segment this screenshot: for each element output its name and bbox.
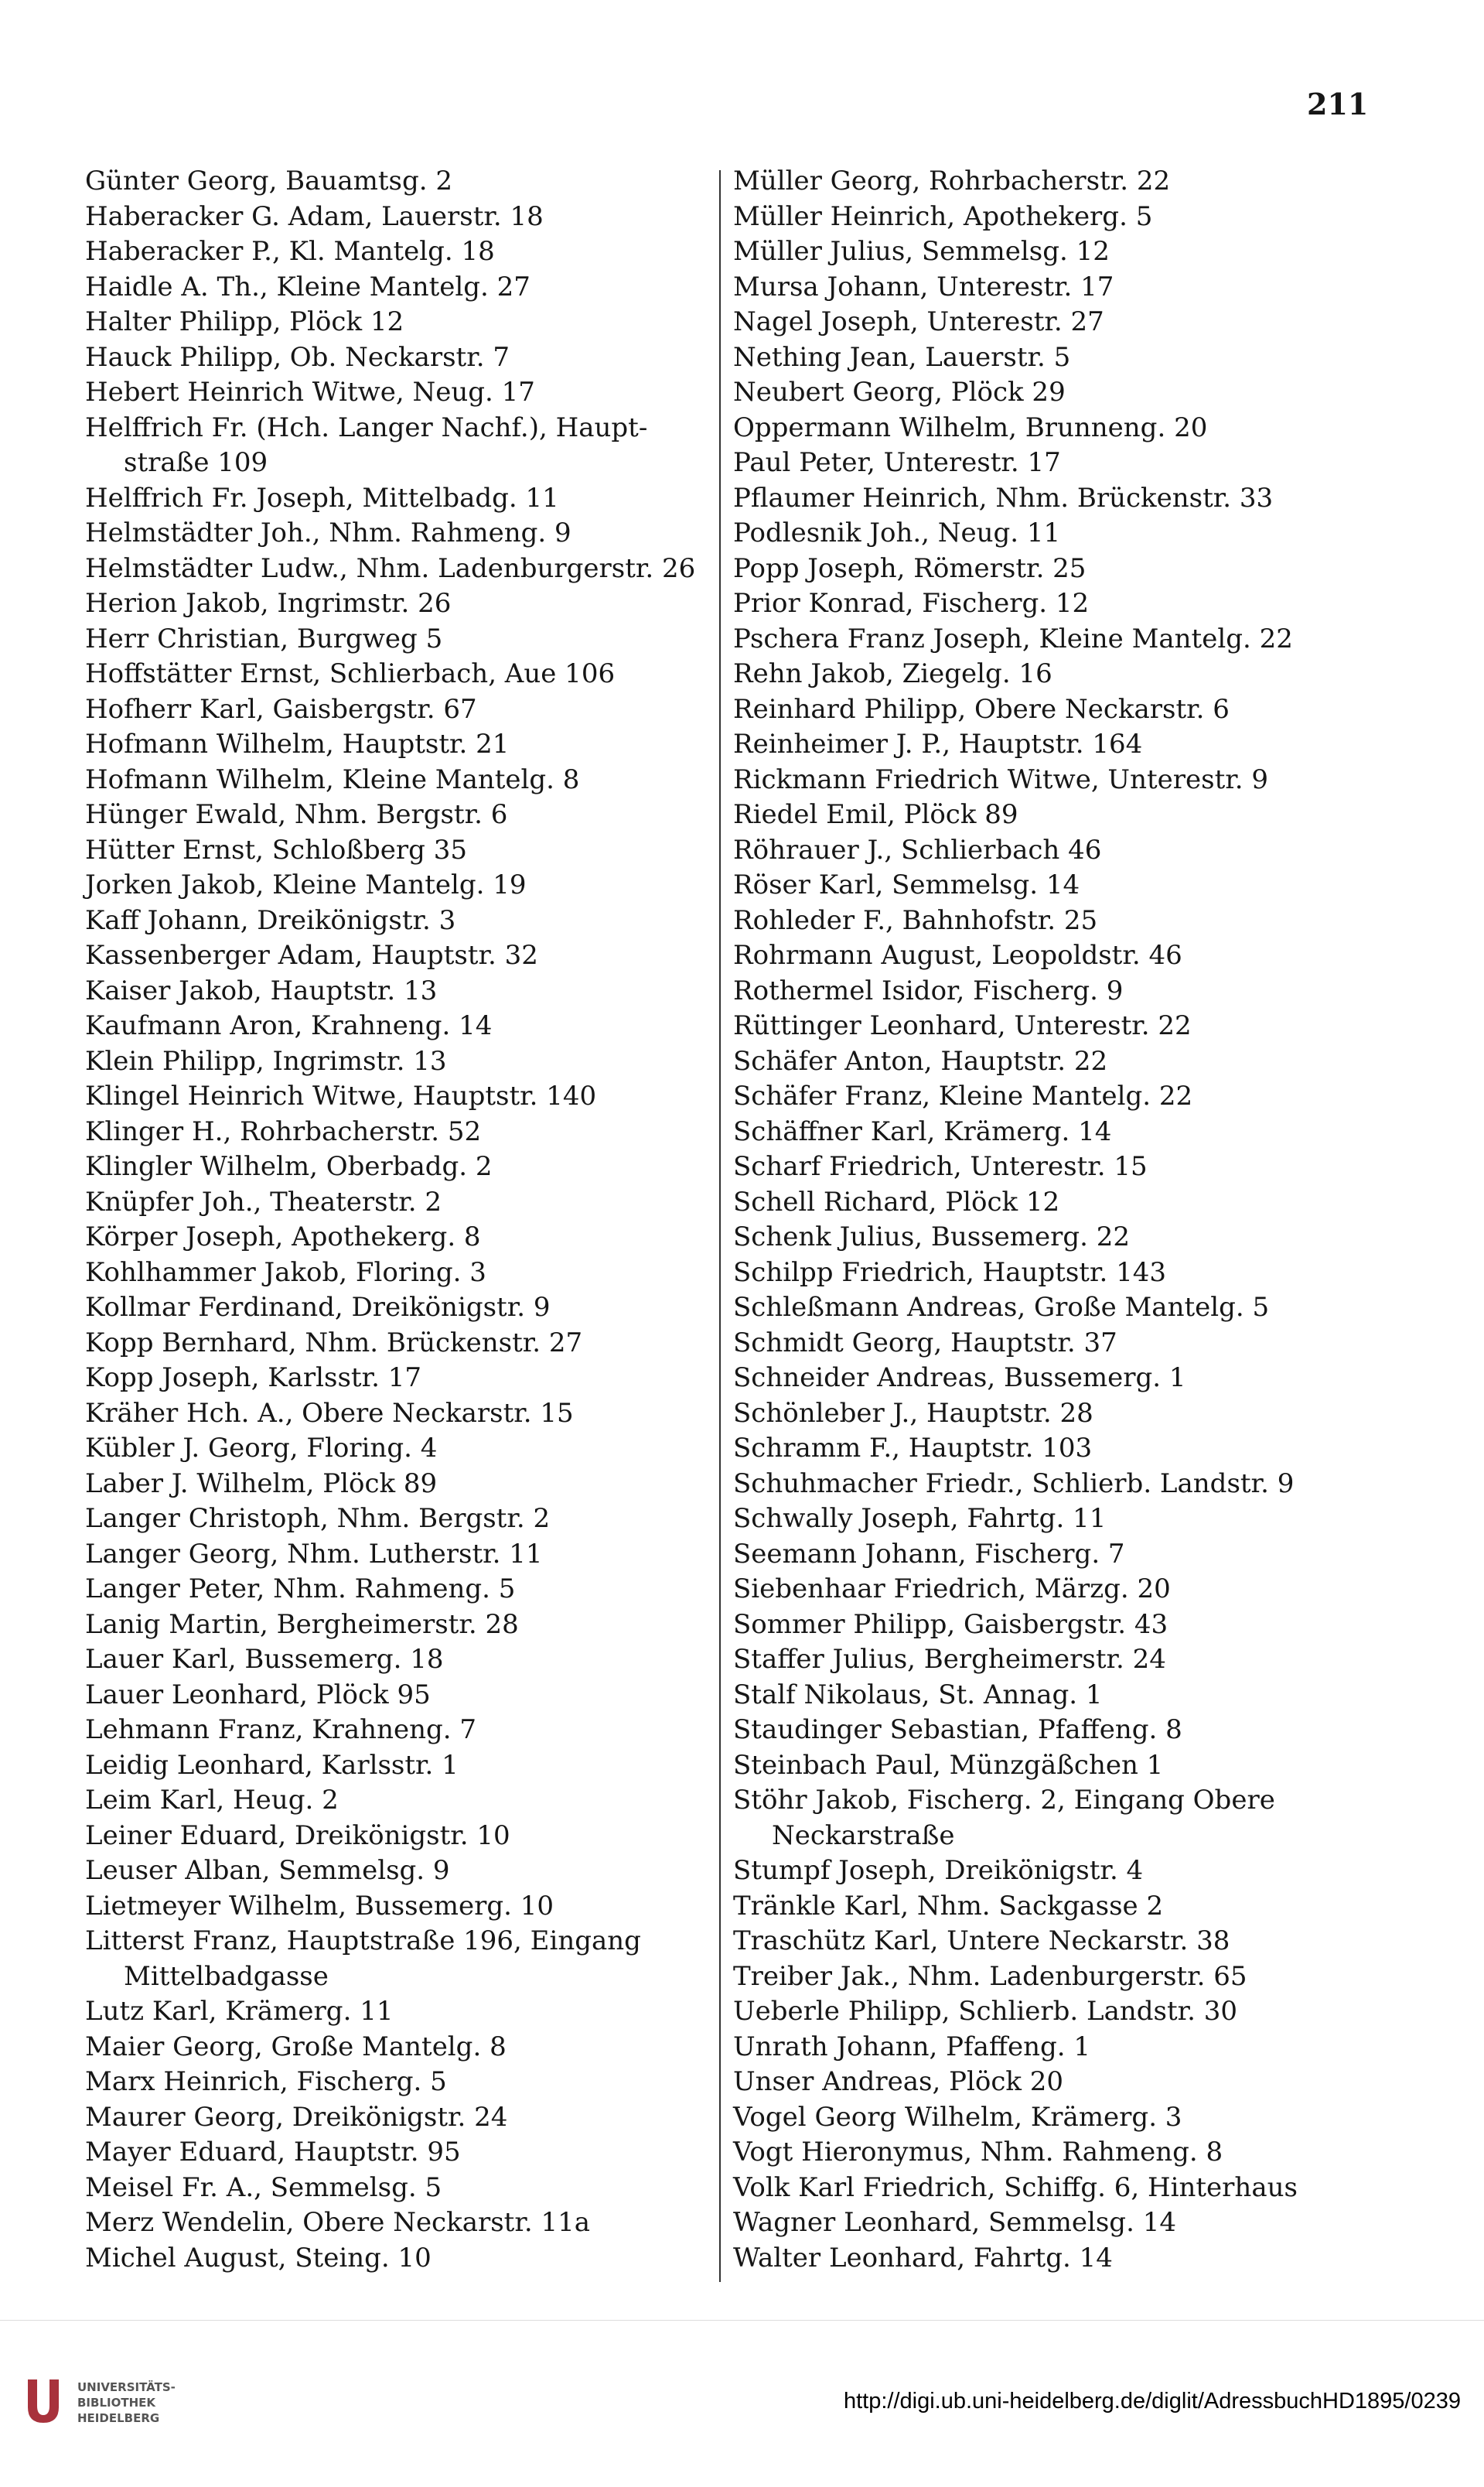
directory-entry (733, 586, 1390, 622)
entry-text: Paul Peter, Unterestr. 17 (733, 447, 1061, 478)
entry-text: Stöhr Jakob, Fischerg. 2, Eingang Obere (733, 1785, 1275, 1816)
entry-text: Klingler Wilhelm, Oberbadg. 2 (85, 1151, 493, 1182)
directory-entry (733, 1678, 1390, 1713)
entry-text: Kassenberger Adam, Hauptstr. 32 (85, 940, 538, 971)
directory-entry (733, 1783, 1390, 1853)
entry-text: Schäfer Anton, Hauptstr. 22 (733, 1045, 1108, 1077)
directory-entry (85, 2030, 742, 2065)
entry-text: Merz Wendelin, Obere Neckarstr. 11a (85, 2207, 591, 2238)
directory-entry (733, 1396, 1390, 1432)
entry-text: Leidig Leonhard, Karlsstr. 1 (85, 1749, 459, 1781)
entry-text: Knüpfer Joh., Theaterstr. 2 (85, 1186, 442, 1218)
source-url-link[interactable]: http://digi.ub.uni-heidelberg.de/diglit/AdressbuchHD1895/0239 (843, 2389, 1461, 2414)
directory-entry (733, 2100, 1390, 2136)
directory-entry (85, 2100, 742, 2136)
directory-entry (85, 1889, 742, 1925)
directory-entry (85, 164, 742, 200)
directory-entry (733, 234, 1390, 270)
directory-entry (733, 411, 1390, 446)
directory-entry (733, 481, 1390, 517)
entry-text: Langer Peter, Nhm. Rahmeng. 5 (85, 1573, 516, 1604)
directory-entry (85, 1044, 742, 1080)
directory-entry (85, 1607, 742, 1643)
directory-entry (733, 164, 1390, 200)
entry-text: Schwally Joseph, Fahrtg. 11 (733, 1503, 1107, 1534)
logo-line: HEIDELBERG (77, 2411, 160, 2425)
directory-entry (733, 446, 1390, 481)
entry-text: Mayer Eduard, Hauptstr. 95 (85, 2137, 461, 2168)
directory-entry (733, 1431, 1390, 1467)
entry-text: Staffer Julius, Bergheimerstr. 24 (733, 1644, 1166, 1675)
entry-text: Hebert Heinrich Witwe, Neug. 17 (85, 377, 535, 408)
directory-entry (85, 516, 742, 552)
directory-entry (85, 1783, 742, 1819)
entry-text: Hünger Ewald, Nhm. Bergstr. 6 (85, 799, 508, 830)
directory-entry (85, 938, 742, 974)
entry-text: Hauck Philipp, Ob. Neckarstr. 7 (85, 341, 510, 373)
entry-text: Vogel Georg Wilhelm, Krämerg. 3 (733, 2101, 1182, 2133)
entry-text: Traschütz Karl, Untere Neckarstr. 38 (733, 1925, 1230, 1956)
directory-entry (85, 1572, 742, 1607)
entry-continuation: straße 109 (124, 447, 268, 478)
entry-text: Lauer Karl, Bussemerg. 18 (85, 1644, 444, 1675)
entry-text: Klinger H., Rohrbacherstr. 52 (85, 1115, 482, 1147)
directory-entry (733, 692, 1390, 728)
entry-text: Hofmann Wilhelm, Kleine Mantelg. 8 (85, 764, 580, 795)
directory-entry (733, 1748, 1390, 1784)
directory-entry (733, 1537, 1390, 1573)
directory-entry (85, 234, 742, 270)
entry-text: Pschera Franz Joseph, Kleine Mantelg. 22 (733, 623, 1293, 654)
entry-text: Herion Jakob, Ingrimstr. 26 (85, 588, 452, 619)
entry-text: Schenk Julius, Bussemerg. 22 (733, 1221, 1131, 1252)
entry-text: Kopp Bernhard, Nhm. Brückenstr. 27 (85, 1327, 583, 1358)
directory-entry (85, 200, 742, 235)
entry-text: Maurer Georg, Dreikönigstr. 24 (85, 2101, 508, 2133)
entry-text: Klingel Heinrich Witwe, Hauptstr. 140 (85, 1081, 597, 1112)
directory-entry (733, 1290, 1390, 1326)
entry-text: Müller Heinrich, Apothekerg. 5 (733, 200, 1153, 232)
entry-text: Helmstädter Joh., Nhm. Rahmeng. 9 (85, 518, 571, 548)
directory-entry (733, 1924, 1390, 1959)
entry-text: Maier Georg, Große Mantelg. 8 (85, 2031, 507, 2062)
entry-text: Vogt Hieronymus, Nhm. Rahmeng. 8 (733, 2137, 1223, 2168)
directory-entry (85, 1994, 742, 2030)
directory-entry (85, 340, 742, 376)
entry-text: Leuser Alban, Semmelsg. 9 (85, 1855, 450, 1886)
directory-entry (733, 1009, 1390, 1044)
entry-text: Wagner Leonhard, Semmelsg. 14 (733, 2207, 1176, 2238)
directory-entry (85, 1009, 742, 1044)
entry-text: Helffrich Fr. Joseph, Mittelbadg. 11 (85, 482, 559, 514)
entry-text: Schneider Andreas, Bussemerg. 1 (733, 1362, 1186, 1393)
entry-text: Reinhard Philipp, Obere Neckarstr. 6 (733, 693, 1230, 725)
directory-entry (85, 622, 742, 658)
entry-text: Hofmann Wilhelm, Hauptstr. 21 (85, 729, 510, 760)
entry-text: Müller Georg, Rohrbacherstr. 22 (733, 166, 1171, 196)
directory-entry (85, 727, 742, 763)
entry-text: Schramm F., Hauptstr. 103 (733, 1433, 1093, 1464)
left-column (85, 164, 742, 2276)
directory-entry (733, 340, 1390, 376)
directory-entry (85, 1361, 742, 1396)
directory-entry (733, 552, 1390, 587)
directory-entry (733, 1713, 1390, 1748)
entry-text: Pflaumer Heinrich, Nhm. Brückenstr. 33 (733, 482, 1274, 514)
entry-continuation: Mittelbadgasse (124, 1960, 329, 1992)
entry-text: Kohlhammer Jakob, Floring. 3 (85, 1256, 486, 1288)
directory-entry (85, 552, 742, 587)
directory-entry (85, 798, 742, 833)
directory-entry (85, 1537, 742, 1573)
directory-entry (85, 1819, 742, 1854)
entry-text: Oppermann Wilhelm, Brunneng. 20 (733, 412, 1208, 443)
directory-entry (85, 2135, 742, 2171)
directory-entry (85, 586, 742, 622)
entry-text: Hoffstätter Ernst, Schlierbach, Aue 106 (85, 658, 616, 689)
entry-text: Siebenhaar Friedrich, Märzg. 20 (733, 1573, 1171, 1604)
entry-text: Schleßmann Andreas, Große Mantelg. 5 (733, 1292, 1270, 1323)
entry-continuation: Neckarstraße (772, 1819, 955, 1851)
entry-text: Steinbach Paul, Münzgäßchen 1 (733, 1749, 1164, 1781)
entry-text: Müller Julius, Semmelsg. 12 (733, 236, 1110, 267)
directory-entry (85, 411, 742, 481)
entry-text: Mursa Johann, Unterestr. 17 (733, 271, 1114, 302)
entry-text: Schmidt Georg, Hauptstr. 37 (733, 1327, 1117, 1358)
directory-entry (733, 305, 1390, 340)
entry-text: Schäffner Karl, Krämerg. 14 (733, 1115, 1112, 1147)
entry-text: Popp Joseph, Römerstr. 25 (733, 552, 1087, 584)
directory-entry (733, 375, 1390, 411)
directory-entry (733, 763, 1390, 798)
entry-text: Röser Karl, Semmelsg. 14 (733, 869, 1080, 900)
entry-text: Marx Heinrich, Fischerg. 5 (85, 2066, 447, 2097)
directory-entry (733, 904, 1390, 939)
directory-entry (85, 1396, 742, 1432)
directory-entry (85, 1150, 742, 1185)
directory-entry (85, 1678, 742, 1713)
directory-entry (733, 1185, 1390, 1221)
directory-entry (85, 868, 742, 904)
directory-entry (85, 305, 742, 340)
directory-entry (85, 1326, 742, 1361)
directory-entry (733, 1467, 1390, 1502)
entry-text: Schell Richard, Plöck 12 (733, 1186, 1060, 1218)
directory-entry (733, 2065, 1390, 2100)
directory-entry (733, 1642, 1390, 1678)
logo-line: BIBLIOTHEK (77, 2396, 155, 2410)
entry-text: Stumpf Joseph, Dreikönigstr. 4 (733, 1855, 1144, 1886)
directory-entry (733, 1255, 1390, 1291)
entry-text: Helffrich Fr. (Hch. Langer Nachf.), Haupt- (85, 412, 648, 443)
directory-entry (85, 270, 742, 306)
entry-text: Nagel Joseph, Unterestr. 27 (733, 306, 1104, 337)
directory-entry (733, 1115, 1390, 1150)
entry-text: Jorken Jakob, Kleine Mantelg. 19 (85, 869, 527, 900)
directory-entry (85, 763, 742, 798)
directory-entry (733, 516, 1390, 552)
entry-text: Haberacker P., Kl. Mantelg. 18 (85, 236, 495, 267)
entry-text: Lutz Karl, Krämerg. 11 (85, 1996, 394, 2027)
directory-entry (85, 1713, 742, 1748)
directory-entry (733, 1889, 1390, 1925)
directory-entry (733, 1326, 1390, 1361)
entry-text: Schönleber J., Hauptstr. 28 (733, 1397, 1093, 1429)
entry-text: Walter Leonhard, Fahrtg. 14 (733, 2242, 1113, 2273)
directory-entry (85, 2171, 742, 2206)
directory-entry (85, 1853, 742, 1889)
entry-text: Lauer Leonhard, Plöck 95 (85, 1679, 431, 1710)
entry-text: Lietmeyer Wilhelm, Bussemerg. 10 (85, 1890, 554, 1922)
entry-text: Kübler J. Georg, Floring. 4 (85, 1433, 438, 1464)
entry-text: Podlesnik Joh., Neug. 11 (733, 518, 1061, 548)
directory-entry (733, 1994, 1390, 2030)
entry-text: Treiber Jak., Nhm. Ladenburgerstr. 65 (733, 1960, 1247, 1992)
directory-entry (85, 1748, 742, 1784)
entry-text: Kollmar Ferdinand, Dreikönigstr. 9 (85, 1292, 551, 1323)
directory-entry (733, 200, 1390, 235)
entry-text: Klein Philipp, Ingrimstr. 13 (85, 1045, 447, 1077)
entry-text: Lanig Martin, Bergheimerstr. 28 (85, 1608, 519, 1640)
entry-text: Rohleder F., Bahnhofstr. 25 (733, 904, 1098, 936)
entry-text: Rüttinger Leonhard, Unterestr. 22 (733, 1010, 1192, 1041)
directory-entry (733, 2241, 1390, 2277)
entry-text: Leiner Eduard, Dreikönigstr. 10 (85, 1819, 510, 1851)
directory-entry (85, 833, 742, 869)
entry-text: Schilpp Friedrich, Hauptstr. 143 (733, 1256, 1166, 1288)
entry-text: Kaff Johann, Dreikönigstr. 3 (85, 904, 456, 936)
directory-entry (733, 1361, 1390, 1396)
directory-entry (733, 622, 1390, 658)
directory-entry (85, 2065, 742, 2100)
directory-entry (733, 1853, 1390, 1889)
entry-text: Helmstädter Ludw., Nhm. Ladenburgerstr. 26 (85, 552, 696, 584)
directory-entry (85, 1220, 742, 1255)
directory-entry (85, 1290, 742, 1326)
entry-text: Schuhmacher Friedr., Schlierb. Landstr. 9 (733, 1467, 1295, 1499)
directory-entry (733, 1501, 1390, 1537)
entry-text: Rehn Jakob, Ziegelg. 16 (733, 658, 1052, 689)
entry-text: Nething Jean, Lauerstr. 5 (733, 341, 1071, 373)
directory-entry (733, 2171, 1390, 2206)
entry-text: Laber J. Wilhelm, Plöck 89 (85, 1467, 438, 1499)
entry-text: Prior Konrad, Fischerg. 12 (733, 588, 1090, 619)
entry-text: Rohrmann August, Leopoldstr. 46 (733, 940, 1182, 971)
entry-text: Herr Christian, Burgweg 5 (85, 623, 443, 654)
entry-text: Hofherr Karl, Gaisbergstr. 67 (85, 693, 477, 725)
entry-text: Reinheimer J. P., Hauptstr. 164 (733, 729, 1143, 760)
directory-entry (733, 2205, 1390, 2241)
entry-text: Meisel Fr. A., Semmelsg. 5 (85, 2171, 442, 2203)
directory-entry (733, 1607, 1390, 1643)
directory-entry (733, 2030, 1390, 2065)
library-logo-icon (20, 2375, 67, 2426)
entry-text: Röhrauer J., Schlierbach 46 (733, 834, 1102, 866)
entry-text: Günter Georg, Bauamtsg. 2 (85, 166, 452, 196)
directory-entry (733, 727, 1390, 763)
entry-text: Schäfer Franz, Kleine Mantelg. 22 (733, 1081, 1193, 1112)
directory-entry (85, 375, 742, 411)
entry-text: Halter Philipp, Plöck 12 (85, 306, 404, 337)
entry-text: Langer Georg, Nhm. Lutherstr. 11 (85, 1538, 543, 1570)
entry-text: Michel August, Steing. 10 (85, 2242, 432, 2273)
library-logo-text (77, 2379, 176, 2426)
directory-entry (85, 1185, 742, 1221)
directory-entry (85, 1431, 742, 1467)
entry-text: Tränkle Karl, Nhm. Sackgasse 2 (733, 1890, 1164, 1922)
entry-text: Kaiser Jakob, Hauptstr. 13 (85, 975, 438, 1006)
entry-text: Unrath Johann, Pfaffeng. 1 (733, 2031, 1091, 2062)
directory-entry (733, 657, 1390, 692)
logo-line: UNIVERSITÄTS- (77, 2380, 176, 2394)
directory-entry (85, 1467, 742, 1502)
directory-entry (733, 270, 1390, 306)
directory-entry (85, 904, 742, 939)
entry-text: Langer Christoph, Nhm. Bergstr. 2 (85, 1503, 551, 1534)
directory-entry (733, 1572, 1390, 1607)
directory-entry (85, 2205, 742, 2241)
directory-entry (85, 1255, 742, 1291)
entry-text: Neubert Georg, Plöck 29 (733, 377, 1066, 408)
entry-text: Sommer Philipp, Gaisbergstr. 43 (733, 1608, 1168, 1640)
directory-entry (733, 1079, 1390, 1115)
entry-text: Haidle A. Th., Kleine Mantelg. 27 (85, 271, 530, 302)
directory-entry (733, 938, 1390, 974)
page-number: 211 (1307, 87, 1369, 121)
directory-entry (733, 1150, 1390, 1185)
entry-text: Haberacker G. Adam, Lauerstr. 18 (85, 200, 544, 232)
entry-text: Leim Karl, Heug. 2 (85, 1785, 339, 1816)
right-column (733, 164, 1390, 2276)
directory-entry (85, 974, 742, 1009)
directory-entry (733, 1959, 1390, 1995)
column-divider (719, 170, 721, 2282)
entry-text: Litterst Franz, Hauptstraße 196, Eingang (85, 1925, 641, 1956)
entry-text: Kopp Joseph, Karlsstr. 17 (85, 1362, 421, 1393)
directory-entry (733, 868, 1390, 904)
entry-text: Hütter Ernst, Schloßberg 35 (85, 834, 468, 866)
entry-text: Lehmann Franz, Krahneng. 7 (85, 1714, 476, 1745)
directory-entry (733, 974, 1390, 1009)
directory-entry (85, 1501, 742, 1537)
directory-entry (85, 2241, 742, 2277)
directory-entry (85, 1642, 742, 1678)
directory-entry (733, 798, 1390, 833)
directory-entry (85, 1079, 742, 1115)
directory-entry (733, 1220, 1390, 1255)
directory-entry (85, 657, 742, 692)
entry-text: Staudinger Sebastian, Pfaffeng. 8 (733, 1714, 1182, 1745)
entry-text: Unser Andreas, Plöck 20 (733, 2066, 1064, 2097)
directory-entry (733, 1044, 1390, 1080)
viewer-footer (0, 2320, 1484, 2487)
entry-text: Ueberle Philipp, Schlierb. Landstr. 30 (733, 1996, 1238, 2027)
entry-text: Riedel Emil, Plöck 89 (733, 799, 1018, 830)
directory-entry (85, 1115, 742, 1150)
entry-text: Kräher Hch. A., Obere Neckarstr. 15 (85, 1397, 574, 1429)
entry-text: Volk Karl Friedrich, Schiffg. 6, Hinterhaus (733, 2171, 1298, 2203)
directory-entry (85, 1924, 742, 1994)
entry-text: Rickmann Friedrich Witwe, Unterestr. 9 (733, 764, 1269, 795)
directory-entry (733, 2135, 1390, 2171)
entry-text: Stalf Nikolaus, St. Annag. 1 (733, 1679, 1103, 1710)
entry-text: Kaufmann Aron, Krahneng. 14 (85, 1010, 493, 1041)
directory-entry (733, 833, 1390, 869)
entry-text: Seemann Johann, Fischerg. 7 (733, 1538, 1125, 1570)
entry-text: Rothermel Isidor, Fischerg. 9 (733, 975, 1124, 1006)
entry-text: Körper Joseph, Apothekerg. 8 (85, 1221, 481, 1252)
directory-entry (85, 481, 742, 517)
directory-entry (85, 692, 742, 728)
entry-text: Scharf Friedrich, Unterestr. 15 (733, 1151, 1148, 1182)
